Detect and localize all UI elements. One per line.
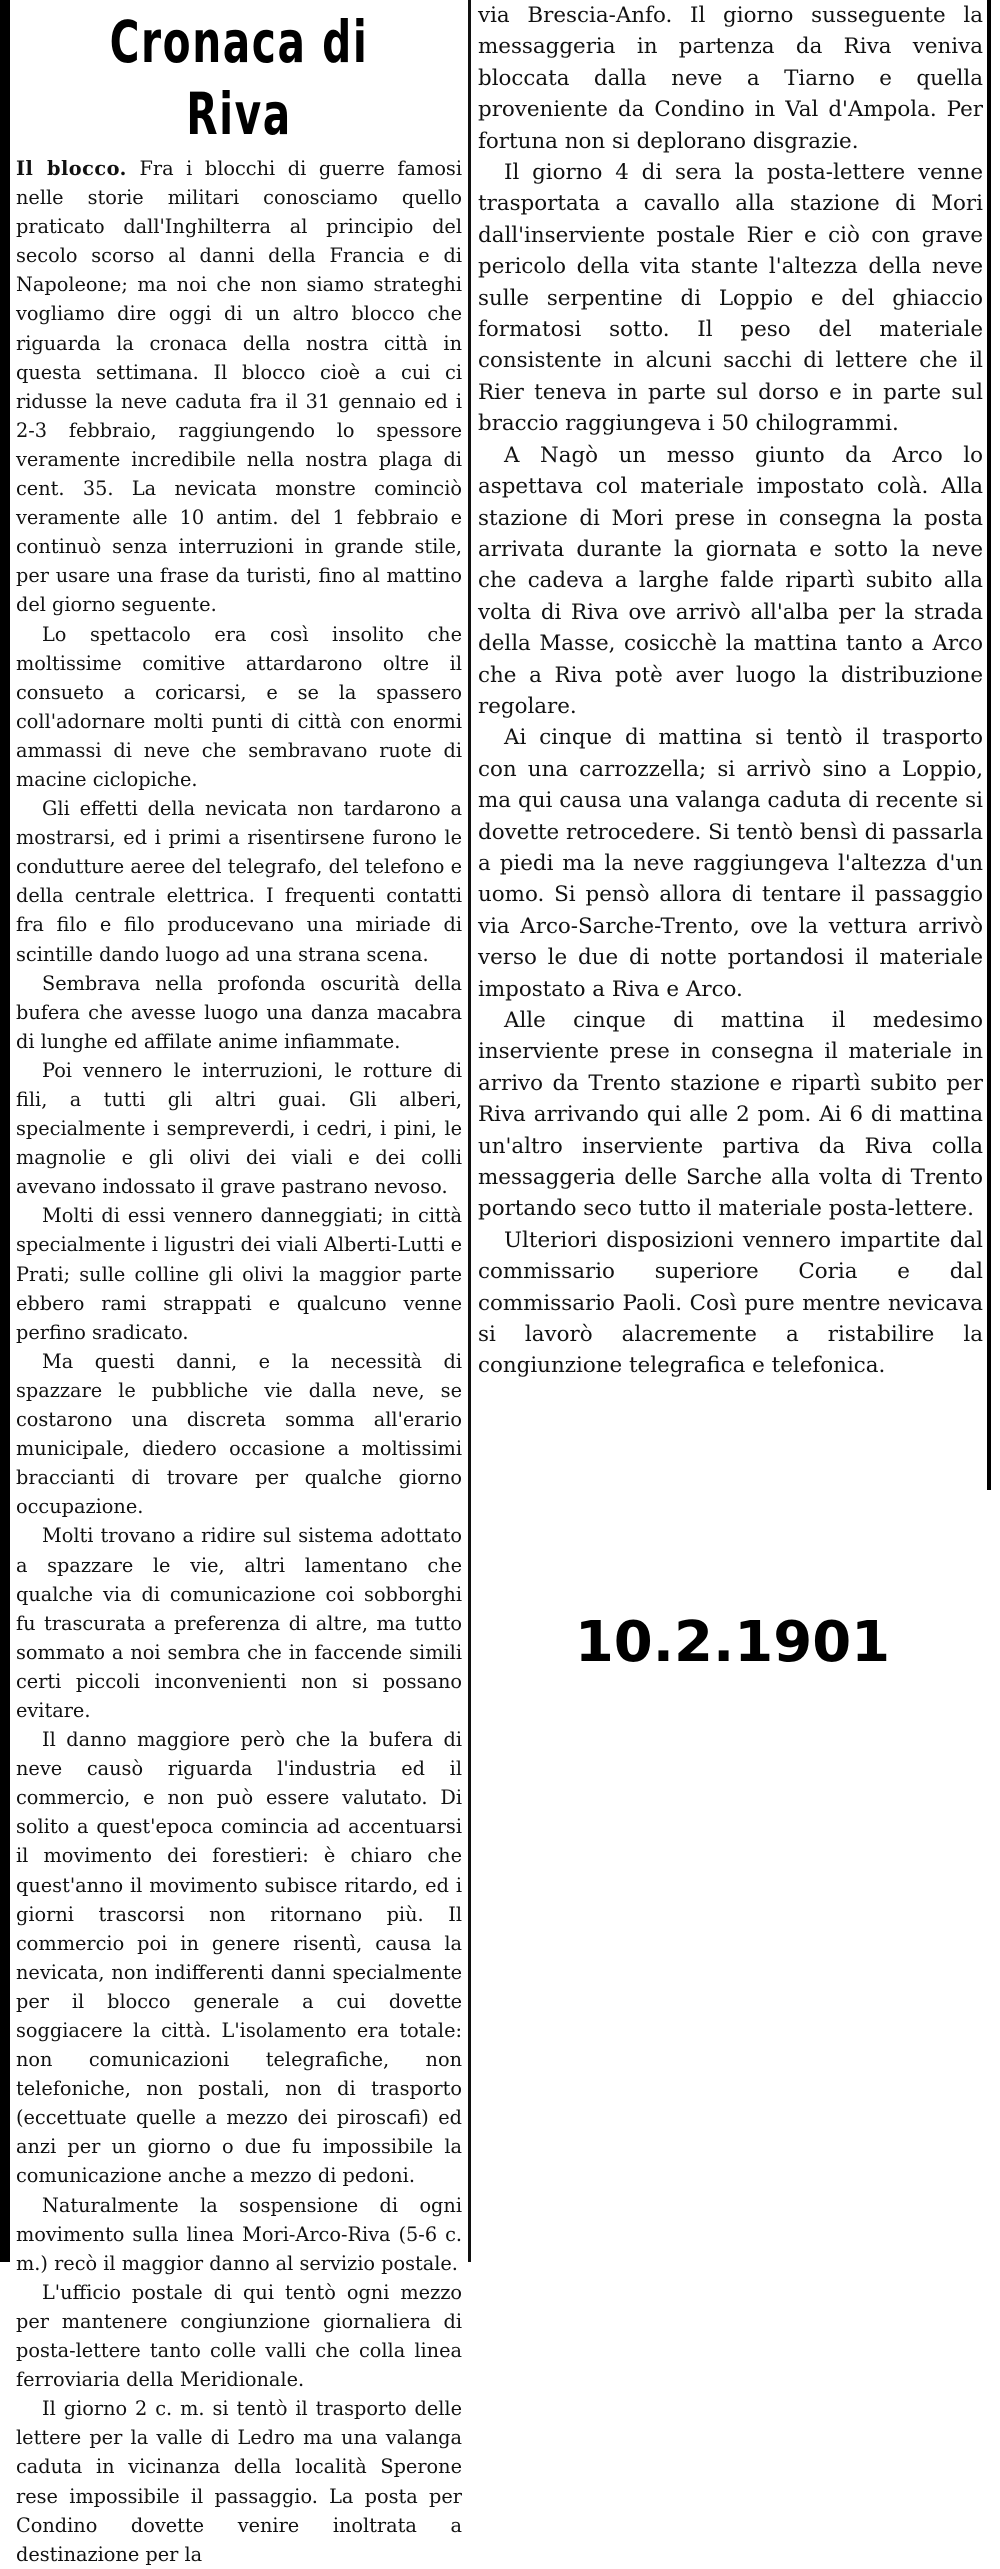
column-divider (468, 0, 471, 2262)
article-paragraph: Molti di essi vennero danneggiati; in città specialmente i ligustri dei viali Alberti-Lutti e Prati; sulle colline gli olivi la maggior parte ebbero rami strappati e qualcuno venne perfino sradicato. (16, 1204, 462, 1344)
article-paragraph: Il giorno 4 di sera la posta-lettere venne trasportata a cavallo alla stazione di Mori dall'inserviente postale Rier e ciò con grave pericolo della vita stante l'altezza della neve sulle serpentine di Loppio e del ghiaccio formatosi sotto. Il peso del materiale consistente in alcuni sacchi di lettere che il Rier teneva in parte sul dorso e in parte sul braccio raggiungeva i 50 chilogrammi. (478, 160, 983, 437)
article-paragraph: A Nagò un messo giunto da Arco lo aspettava col materiale impostato colà. Alla stazione di Mori prese in consegna la posta arrivata durante la giornata e sotto la neve che cadeva a larghe falde ripartì subito alla volta di Riva ove arrivò all'alba per la strada della Masse, cosicchè la mattina tanto a Arco che a Riva potè aver luogo la distribuzione regolare. (478, 442, 983, 719)
right-article (478, 0, 983, 1382)
article-paragraph: L'ufficio postale di qui tentò ogni mezzo per mantenere congiunzione giornaliera di posta-lettere tanto colle valli che colla linea ferroviaria della Meridionale. (16, 2280, 462, 2392)
article-paragraph: Naturalmente la sospensione di ogni movimento sulla linea Mori-Arco-Riva (5-6 c. m.) recò il maggior danno al servizio postale. (16, 2193, 462, 2275)
right-column (478, 0, 983, 1382)
article-paragraph: Ai cinque di mattina si tentò il trasporto con una carrozzella; si arrivò sino a Loppio, ma qui causa una valanga caduta di recente si dovette retrocedere. Si tentò bensì di passarla a piedi ma la neve raggiungeva l'altezza d'un uomo. Si pensò allora di tentare il passaggio via Arco-Sarche-Trento, ove la vettura arrivò verso le due di notte portandosi il materiale impostato a Riva e Arco. (478, 725, 983, 1002)
article-paragraph: Il danno maggiore però che la bufera di neve causò riguarda l'industria ed il commercio, e non può essere valutato. Di solito a quest'epoca comincia ad accentuarsi il movimento dei forestieri: è chiaro che quest'anno il movimento subisce ritardo, ed i giorni trascorsi non ritornano più. Il commercio poi in genere risentì, causa la nevicata, non indifferenti danni specialmente per il blocco generale a cui dovette soggiacere la città. L'isolamento era totale: non comunicazioni telegrafiche, non telefoniche, non postali, non di trasporto (eccettuate quelle a mezzo dei piroscafi) ed anzi per un giorno o due fu impossibile la comunicazione anche a mezzo di pedoni. (16, 1728, 462, 2188)
article-paragraph: Poi vennero le interruzioni, le rotture di fili, a tutti gli altri guai. Gli alberi, specialmente i sempreverdi, i cedri, i pini, le magnolie e gli olivi dei viali e dei colli avevano indossato il grave pastrano nevoso. (16, 1058, 462, 1199)
article-lead: Il blocco. (16, 157, 127, 180)
article-paragraph: Gli effetti della nevicata non tardarono a mostrarsi, ed i primi a risentirsene furono le condutture aeree del telegrafo, del telefono e della centrale elettrica. I frequenti contatti fra filo e filo producevano una miriade di scintille dando luogo ad una strana scena. (16, 797, 462, 966)
left-column (16, 0, 462, 2569)
article-paragraph: via Brescia-Anfo. Il giorno susseguente la messaggeria in partenza da Riva veniva bloccata dalla neve a Tiarno e quella proveniente da Condino in Val d'Ampola. Per fortuna non si deplorano disgrazie. (478, 3, 983, 154)
scan-right-margin (991, 0, 1000, 2262)
scan-left-border (0, 0, 10, 2262)
article-paragraph: Il blocco. Fra i blocchi di guerre famosi nelle storie militari conosciamo quello praticato dall'Inghilterra al principio del secolo scorso al danni della Francia e di Napoleone; ma noi che non siamo strateghi vogliamo dire oggi di un altro blocco che riguarda la cronaca della nostra città in questa settimana. Il blocco cioè a cui ci ridusse la neve caduta fra il 31 gennaio ed i 2-3 febbraio, raggiungendo lo spessore veramente incredibile nella nostra plaga di cent. 35. La nevicata monstre cominciò veramente alle 10 antim. del 1 febbraio e continuò senza interruzioni in grande stile, per usare una frase da turisti, fino al mattino del giorno seguente. (16, 157, 462, 617)
article-paragraph: Lo spettacolo era così insolito che moltissime comitive attardarono oltre il consueto a coricarsi, e se la spassero coll'adornare molti punti di città con enormi ammassi di neve che sembravano ruote di macine ciclopiche. (16, 622, 462, 791)
left-article (16, 154, 462, 2569)
article-paragraph: Il giorno 2 c. m. si tentò il trasporto delle lettere per la valle di Ledro ma una valanga caduta in vicinanza della località Sperone rese impossibile il passaggio. La posta per Condino dovette venire inoltrata a destinazione per la (16, 2397, 462, 2566)
article-paragraph: Ulteriori disposizioni vennero impartite dal commissario superiore Coria e dal commissario Paoli. Così pure mentre nevicava si lavorò alacremente a ristabilire la congiunzione telegrafica e telefonica. (478, 1227, 983, 1379)
article-paragraph: Ma questi danni, e la necessità di spazzare le pubbliche vie dalla neve, se costarono una discreta somma all'erario municipale, diedero occasione a moltissimi braccianti di trovare per qualche giorno occupazione. (16, 1349, 462, 1519)
date-stamp: 10.2.1901 (574, 1610, 891, 1675)
article-paragraph: Alle cinque di mattina il medesimo inserviente prese in consegna il materiale in arrivo da Trento stazione e ripartì subito per Riva arrivando qui alle 2 pom. Ai 6 di mattina un'altro inserviente partiva da Riva colla messaggeria delle Sarche alla volta di Trento portando seco tutto il materiale posta-lettere. (478, 1008, 983, 1222)
article-paragraph: Sembrava nella profonda oscurità della bufera che avesse luogo una danza macabra di lunghe ed affilate anime infiammate. (16, 971, 462, 1053)
headline: Cronaca di Riva (109, 8, 369, 148)
article-paragraph: Molti trovano a ridire sul sistema adottato a spazzare le vie, altri lamentano che qualche via di comunicazione coi sobborghi fu trascurata a preferenza di altre, ma tutto sommato a noi sembra che in faccende simili certi piccoli inconvenienti non si possano evitare. (16, 1524, 462, 1722)
